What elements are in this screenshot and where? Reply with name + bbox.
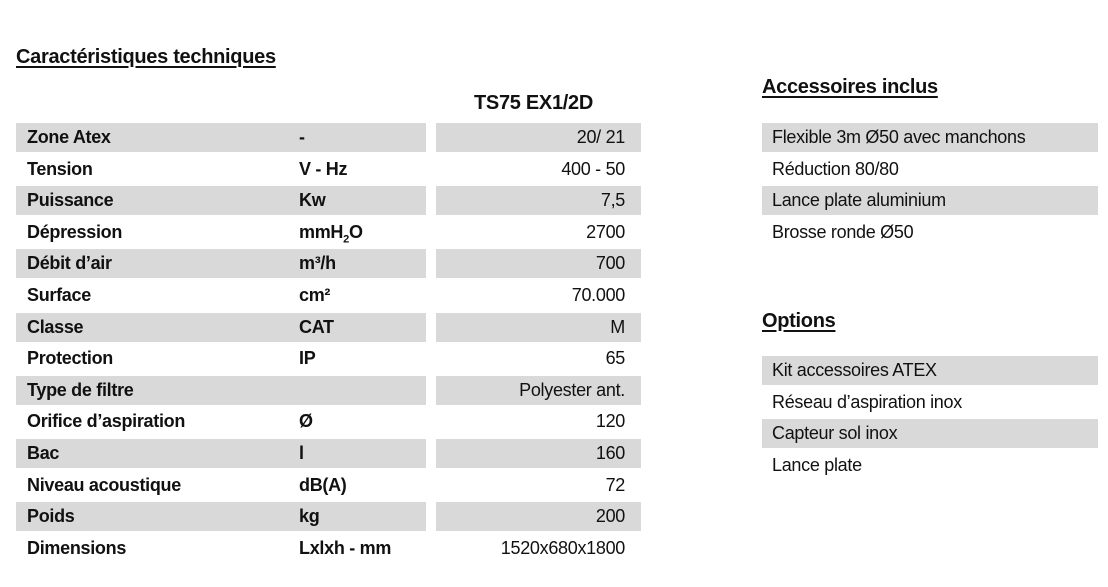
spec-value: M bbox=[436, 313, 641, 342]
spec-value: 700 bbox=[436, 249, 641, 278]
spec-row bbox=[16, 249, 641, 278]
spec-unit: Ø bbox=[299, 411, 313, 431]
spec-row bbox=[16, 407, 641, 436]
spec-unit: - bbox=[299, 127, 305, 147]
spec-label: Surface bbox=[27, 285, 91, 305]
option-item: Capteur sol inox bbox=[762, 419, 1098, 448]
spec-row bbox=[16, 123, 641, 152]
spec-label: Tension bbox=[27, 159, 93, 179]
accessory-item: Brosse ronde Ø50 bbox=[772, 222, 914, 242]
spec-value: 2700 bbox=[586, 222, 625, 242]
accessory-item: Lance plate aluminium bbox=[762, 186, 1098, 215]
spec-row bbox=[16, 344, 641, 373]
spec-unit: IP bbox=[299, 348, 316, 368]
spec-value: Polyester ant. bbox=[436, 376, 641, 405]
spec-value: 65 bbox=[605, 348, 625, 368]
spec-unit: dB(A) bbox=[299, 475, 347, 495]
spec-row bbox=[16, 218, 641, 247]
spec-unit: V - Hz bbox=[299, 159, 348, 179]
spec-label: Classe bbox=[16, 313, 426, 342]
spec-unit: l bbox=[299, 443, 304, 463]
spec-label: Type de filtre bbox=[16, 376, 426, 405]
spec-label: Puissance bbox=[16, 186, 426, 215]
spec-value: 70.000 bbox=[571, 285, 625, 305]
spec-label: Bac bbox=[16, 439, 426, 468]
spec-row bbox=[16, 313, 641, 342]
spec-label: Poids bbox=[16, 502, 426, 531]
spec-unit: Lxlxh - mm bbox=[299, 538, 392, 558]
spec-unit: mmH$_2$O bbox=[299, 222, 363, 246]
accessories-title: Accessoires inclus bbox=[762, 76, 938, 98]
spec-label: Orifice d’aspiration bbox=[27, 411, 186, 431]
spec-row bbox=[16, 155, 641, 184]
spec-unit: kg bbox=[299, 506, 320, 526]
spec-row bbox=[16, 534, 641, 563]
spec-row bbox=[16, 439, 641, 468]
spec-unit: m³/h bbox=[299, 253, 336, 273]
spec-label: Protection bbox=[27, 348, 114, 368]
spec-value: 1520x680x1800 bbox=[500, 538, 625, 558]
spec-label: Zone Atex bbox=[16, 123, 426, 152]
spec-value: 72 bbox=[605, 475, 625, 495]
spec-value: 200 bbox=[436, 502, 641, 531]
spec-label: Dépression bbox=[27, 222, 123, 242]
spec-value: 7,5 bbox=[436, 186, 641, 215]
options-title: Options bbox=[762, 310, 836, 332]
spec-row bbox=[16, 471, 641, 500]
spec-label: Dimensions bbox=[27, 538, 127, 558]
option-item: Kit accessoires ATEX bbox=[762, 356, 1098, 385]
spec-value: 400 - 50 bbox=[561, 159, 625, 179]
spec-label: Débit d’air bbox=[16, 249, 426, 278]
spec-unit: CAT bbox=[299, 317, 334, 337]
accessory-item: Réduction 80/80 bbox=[772, 159, 899, 179]
spec-unit: cm² bbox=[299, 285, 331, 305]
accessory-item: Flexible 3m Ø50 avec manchons bbox=[762, 123, 1098, 152]
spec-row bbox=[16, 186, 641, 215]
spec-row bbox=[16, 376, 641, 405]
model-name-header: TS75 EX1/2D bbox=[474, 92, 593, 114]
spec-row bbox=[16, 281, 641, 310]
spec-row bbox=[16, 502, 641, 531]
spec-unit: Kw bbox=[299, 190, 326, 210]
spec-value: 20/ 21 bbox=[436, 123, 641, 152]
spec-label: Niveau acoustique bbox=[27, 475, 181, 495]
option-item: Réseau d’aspiration inox bbox=[772, 392, 962, 412]
spec-section-title: Caractéristiques techniques bbox=[16, 46, 276, 68]
spec-value: 160 bbox=[436, 439, 641, 468]
spec-value: 120 bbox=[595, 411, 625, 431]
option-item: Lance plate bbox=[772, 455, 862, 475]
